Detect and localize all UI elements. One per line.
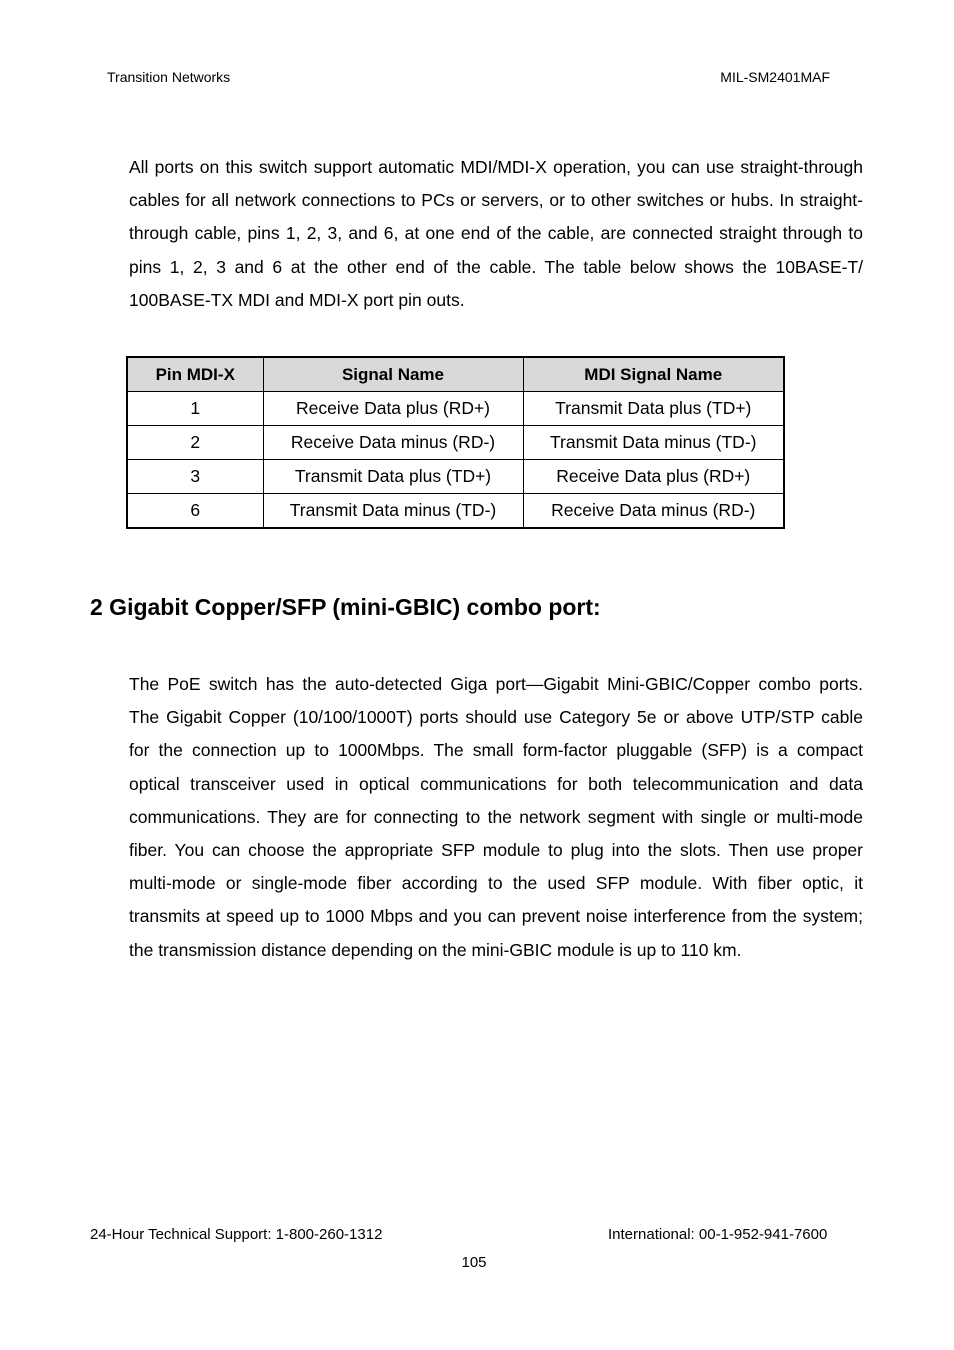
table-cell: Transmit Data minus (TD-) xyxy=(523,426,784,460)
table-cell: Receive Data plus (RD+) xyxy=(523,460,784,494)
table-cell: 2 xyxy=(127,426,263,460)
table-row xyxy=(127,460,784,494)
table-row xyxy=(127,426,784,460)
table-cell: Receive Data minus (RD-) xyxy=(523,494,784,529)
footer-international-phone: International: 00-1-952-941-7600 xyxy=(608,1226,828,1243)
table-row xyxy=(127,494,784,529)
section-paragraph: The PoE switch has the auto-detected Giga port—Gigabit Mini-GBIC/Copper combo ports. The Gigabit Copper (10/100/1000T) ports should use Category 5e or above UTP/STP cable for the connection up to 1000Mbps. The small form-factor pluggable (SFP) is a compact optical transceiver used in optical communications for both telecommunication and data communications. They are for connecting to the network segment with single or multi-mode fiber. You can choose the appropriate SFP module to plug into the slots. Then use proper multi-mode or single-mode fiber according to the used SFP module. With fiber optic, it transmits at speed up to 1000 Mbps and you can prevent noise interference from the system; the transmission distance depending on the mini-GBIC module is up to 110 km. xyxy=(129,674,863,960)
table-cell: Transmit Data plus (TD+) xyxy=(523,392,784,426)
table-cell: Receive Data plus (RD+) xyxy=(263,392,523,426)
section-title: 2 Gigabit Copper/SFP (mini-GBIC) combo port: xyxy=(90,594,601,620)
table-row xyxy=(127,392,784,426)
footer-support-phone: 24-Hour Technical Support: 1-800-260-1312 xyxy=(90,1226,383,1243)
table-cell: 6 xyxy=(127,494,263,529)
table-cell: 1 xyxy=(127,392,263,426)
header-model: MIL-SM2401MAF xyxy=(720,69,830,85)
pin-table xyxy=(126,356,785,529)
table-cell: 3 xyxy=(127,460,263,494)
table-cell: Receive Data minus (RD-) xyxy=(263,426,523,460)
column-header: Signal Name xyxy=(263,357,523,392)
column-header: Pin MDI-X xyxy=(127,357,263,392)
header-company: Transition Networks xyxy=(107,69,231,85)
intro-paragraph: All ports on this switch support automatic MDI/MDI-X operation, you can use straight-through cables for all network connections to PCs or servers, or to other switches or hubs. In straight-through cable, pins 1, 2, 3, and 6, at one end of the cable, are connected straight through to pins 1, 2, 3 and 6 at the other end of the cable. The table below shows the 10BASE-T/ 100BASE-TX MDI and MDI-X port pin outs. xyxy=(129,157,863,310)
table-header-row xyxy=(127,357,784,392)
page-number: 105 xyxy=(461,1254,487,1271)
column-header: MDI Signal Name xyxy=(523,357,784,392)
table-cell: Transmit Data minus (TD-) xyxy=(263,494,523,529)
table-cell: Transmit Data plus (TD+) xyxy=(263,460,523,494)
